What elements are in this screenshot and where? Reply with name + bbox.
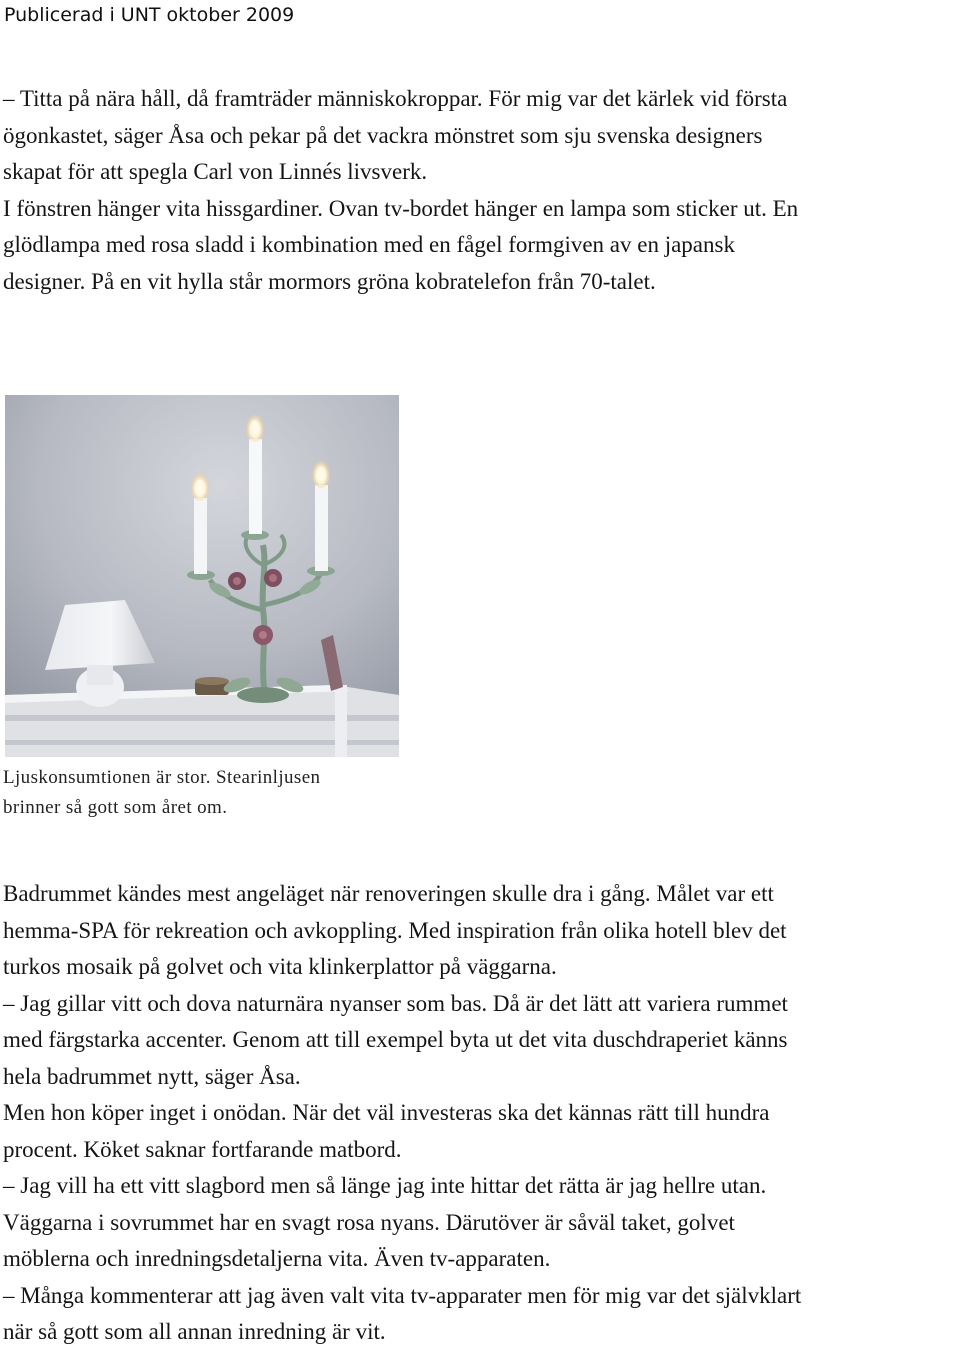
text-line: – Jag vill ha ett vitt slagbord men så länge jag inte hittar det rätta är jag hellre utan. xyxy=(3,1173,767,1198)
text-line: Väggarna i sovrummet har en svagt rosa nyans. Därutöver är såväl taket, golvet xyxy=(3,1209,735,1235)
photo-caption xyxy=(3,763,423,823)
text-line: när så gott som all annan inredning är vit. xyxy=(3,1319,386,1344)
text-line: – Många kommenterar att jag även valt vita tv-apparater men för mig var det självklart xyxy=(3,1282,802,1308)
publication-header: Publicerad i UNT oktober 2009 xyxy=(4,4,295,26)
text-line: turkos mosaik på golvet och vita klinkerplattor på väggarna. xyxy=(3,954,557,979)
text-line: designer. På en vit hylla står mormors gröna kobratelefon från 70-talet. xyxy=(3,268,656,294)
text-line: glödlampa med rosa sladd i kombination med en fågel formgiven av en japansk xyxy=(3,232,735,257)
candelabra-photo xyxy=(5,395,399,757)
text-line: I fönstren hänger vita hissgardiner. Ovan tv-bordet hänger en lampa som sticker ut. En xyxy=(3,195,799,221)
text-line: procent. Köket saknar fortfarande matbord. xyxy=(3,1136,402,1162)
text-line: Men hon köper inget i onödan. När det väl investeras ska det kännas rätt till hundra xyxy=(3,1100,770,1125)
article-paragraph-1 xyxy=(3,81,953,300)
text-line: med färgstarka accenter. Genom att till exempel byta ut det vita duschdraperiet känns xyxy=(3,1027,788,1052)
text-line: – Jag gillar vitt och dova naturnära nyanser som bas. Då är det lätt att variera rummet xyxy=(3,990,788,1016)
article-paragraph-2 xyxy=(3,876,953,1351)
text-line: – Titta på nära håll, då framträder människokroppar. För mig var det kärlek vid första xyxy=(3,86,788,111)
text-line: skapat för att spegla Carl von Linnés livsverk. xyxy=(3,159,428,184)
text-line: hela badrummet nytt, säger Åsa. xyxy=(3,1063,301,1089)
text-line: ögonkastet, säger Åsa och pekar på det vackra mönstret som sju svenska designers xyxy=(3,122,763,148)
text-line: hemma-SPA för rekreation och avkoppling. Med inspiration från olika hotell blev det xyxy=(3,917,787,943)
text-line: Badrummet kändes mest angeläget när renoveringen skulle dra i gång. Målet var ett xyxy=(3,881,774,906)
text-line: möblerna och inredningsdetaljerna vita. Även tv-apparaten. xyxy=(3,1246,551,1271)
caption-line: brinner så gott som året om. xyxy=(3,797,228,818)
caption-line: Ljuskonsumtionen är stor. Stearinljusen xyxy=(3,767,321,788)
